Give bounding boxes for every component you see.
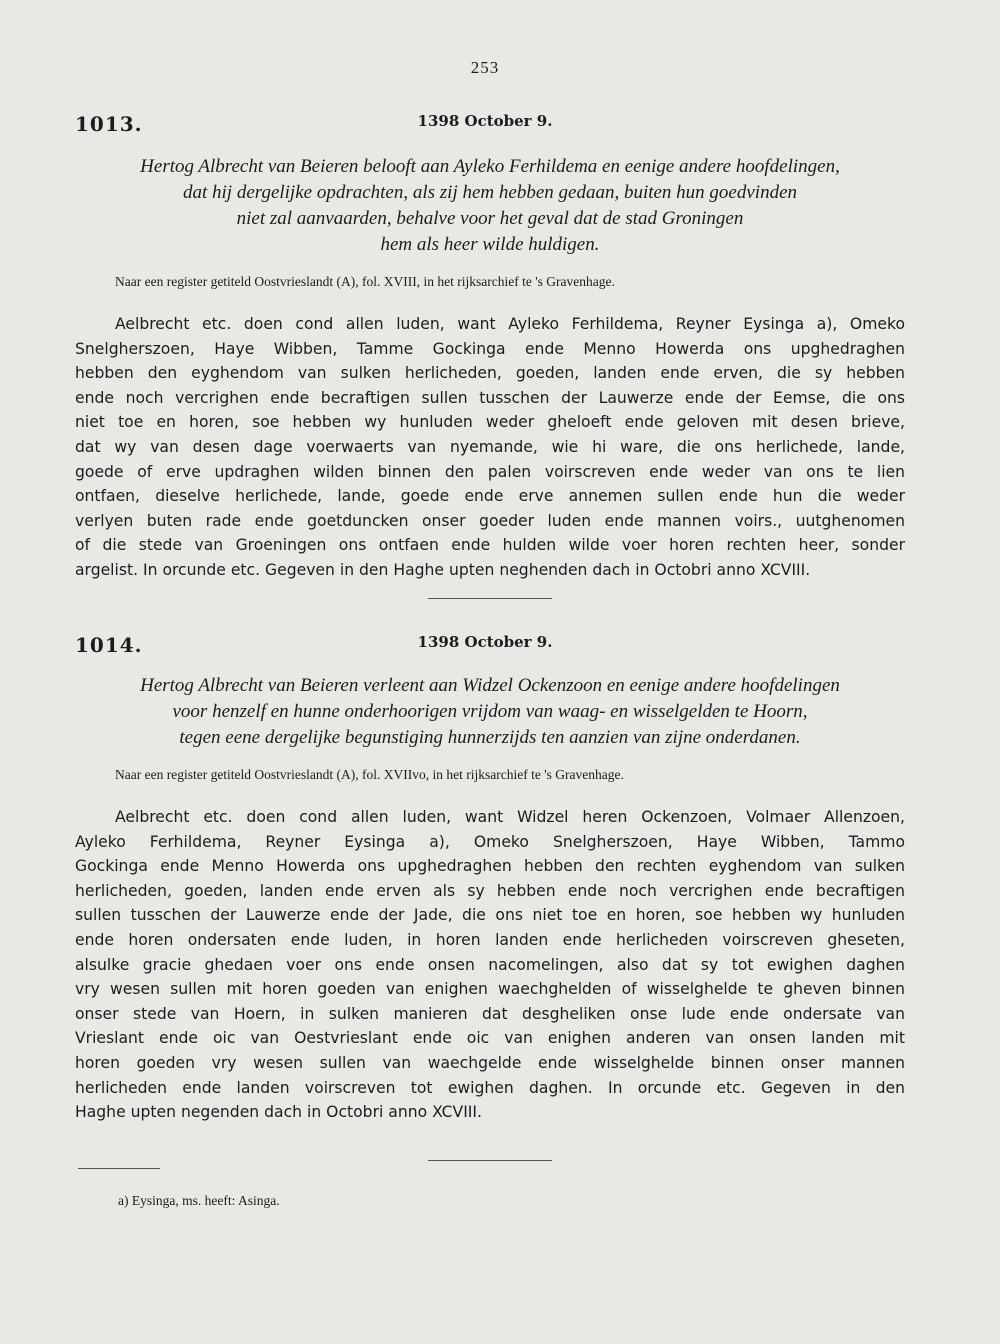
- entry-header: [75, 633, 905, 663]
- text-line: Aelbrecht etc. doen cond allen luden, want Ayleko Ferhildema, Reyner Eysinga a), Omeko: [115, 315, 905, 333]
- text-line: horen goeden vry wesen sullen van waechgelde ende wisselghelde binnen onser mannen: [75, 1053, 905, 1072]
- summary-line: voor henzelf en hunne onderhoorigen vrijdom van waag- en wisselgelden te Hoorn,: [172, 701, 808, 722]
- source-note: Naar een register getiteld Oostvrieslandt (A), fol. XVIII, in het rijksarchief te 's Gravenhage.: [115, 274, 615, 289]
- text-line: Snelgherszoen, Haye Wibben, Tamme Gockinga ende Menno Howerda ons upghedraghen: [75, 339, 905, 358]
- charter-entry-1014: [75, 633, 905, 1125]
- text-line: hebben den eyghendom van sulken herlicheden, goeden, landen ende erven, die sy hebben: [75, 364, 905, 383]
- text-line: Aelbrecht etc. doen cond allen luden, want Widzel heren Ockenzoen, Volmaer Allenzoen,: [115, 808, 905, 826]
- entry-summary: [75, 673, 905, 751]
- text-line: herlicheden ende landen voirscreven tot ewighen daghen. In orcunde etc. Gegeven in den: [75, 1078, 905, 1097]
- text-line: Haghe upten negenden dach in Octobri anno XCVIII.: [75, 1103, 482, 1122]
- text-line: Vrieslant ende oic van Oestvrieslant ende oic van enighen anderen van onsen landen mit: [75, 1029, 905, 1048]
- summary-line: tegen eene dergelijke begunstiging hunnerzijds ten aanzien van zijne onderdanen.: [179, 727, 801, 748]
- text-line: herlicheden, goeden, landen ende erven als sy hebben ende noch vercrighen ende becraftigen: [75, 881, 905, 900]
- charter-text: [75, 805, 905, 1125]
- section-divider: [428, 598, 552, 599]
- text-line: ende noch vercrighen ende becraftigen sullen tusschen der Lauwerze ende der Eemse, die ons: [75, 388, 905, 407]
- text-line: vry wesen sullen mit horen goeden van enighen waechghelden of wisselghelde te gheven binnen: [75, 980, 905, 999]
- text-line: of die stede van Groeningen ons ontfaen ende hulden wilde voer horen rechten heer, sonder: [75, 536, 905, 555]
- summary-line: Hertog Albrecht van Beieren verleent aan Widzel Ockenzoon en eenige andere hoofdelingen: [140, 675, 840, 696]
- entry-date: 1398 October 9.: [417, 633, 553, 651]
- footnote: a) Eysinga, ms. heeft: Asinga.: [118, 1193, 280, 1208]
- text-line: dat wy van desen dage voerwaerts van nyemande, wie hi ware, die ons herlichede, lande,: [75, 437, 905, 456]
- text-line: alsulke gracie ghedaen voer ons ende onsen nacomelingen, also dat sy tot ewighen daghen: [75, 955, 905, 974]
- text-line: verlyen buten rade ende goetduncken onser goeder luden ende mannen voirs., uutghenomen: [75, 511, 905, 530]
- summary-line: niet zal aanvaarden, behalve voor het geval dat de stad Groningen: [236, 208, 744, 229]
- text-line: onser stede van Hoern, in sulken manieren dat desgheliken onse lude ende ondersate van: [75, 1004, 905, 1023]
- source-note: Naar een register getiteld Oostvrieslandt (A), fol. XVIIvo, in het rijksarchief te 's Gravenhage.: [115, 767, 624, 782]
- entry-number: 1013.: [75, 112, 143, 136]
- charter-entry-1013: [75, 112, 905, 583]
- text-line: ende horen ondersaten ende luden, in horen landen ende herlicheden voirscreven gheseten,: [75, 930, 905, 949]
- text-line: Gockinga ende Menno Howerda ons upghedraghen hebben den rechten eyghendom van sulken: [75, 857, 905, 876]
- entry-header: [75, 112, 905, 142]
- page-number: 253: [470, 58, 500, 77]
- text-line: niet toe en horen, soe hebben wy hunluden weder gheloeft ende geloven mit desen brieve,: [75, 413, 905, 432]
- text-line: sullen tusschen der Lauwerze ende der Jade, die ons niet toe en horen, soe hebben wy hunluden: [75, 906, 905, 925]
- text-line: argelist. In orcunde etc. Gegeven in den Haghe upten neghenden dach in Octobri anno XCVIII.: [75, 560, 811, 579]
- entry-date: 1398 October 9.: [417, 112, 553, 130]
- text-line: goede of erve updraghen wilden binnen den palen voirscreven ende weder van ons te lien: [75, 462, 905, 481]
- entry-summary: [75, 154, 905, 258]
- text-line: ontfaen, dieselve herlichede, lande, goede ende erve annemen sullen ende hun die weder: [75, 487, 905, 506]
- summary-line: hem als heer wilde huldigen.: [380, 234, 600, 255]
- summary-line: Hertog Albrecht van Beieren belooft aan Ayleko Ferhildema en eenige andere hoofdelingen,: [140, 156, 840, 177]
- section-divider: [428, 1160, 552, 1161]
- charter-text: [75, 312, 905, 583]
- footnote-rule: [78, 1168, 160, 1169]
- entry-number: 1014.: [75, 633, 143, 657]
- summary-line: dat hij dergelijke opdrachten, als zij hem hebben gedaan, buiten hun goedvinden: [182, 182, 798, 203]
- text-line: Ayleko Ferhildema, Reyner Eysinga a), Omeko Snelgherszoen, Haye Wibben, Tammo: [75, 832, 905, 851]
